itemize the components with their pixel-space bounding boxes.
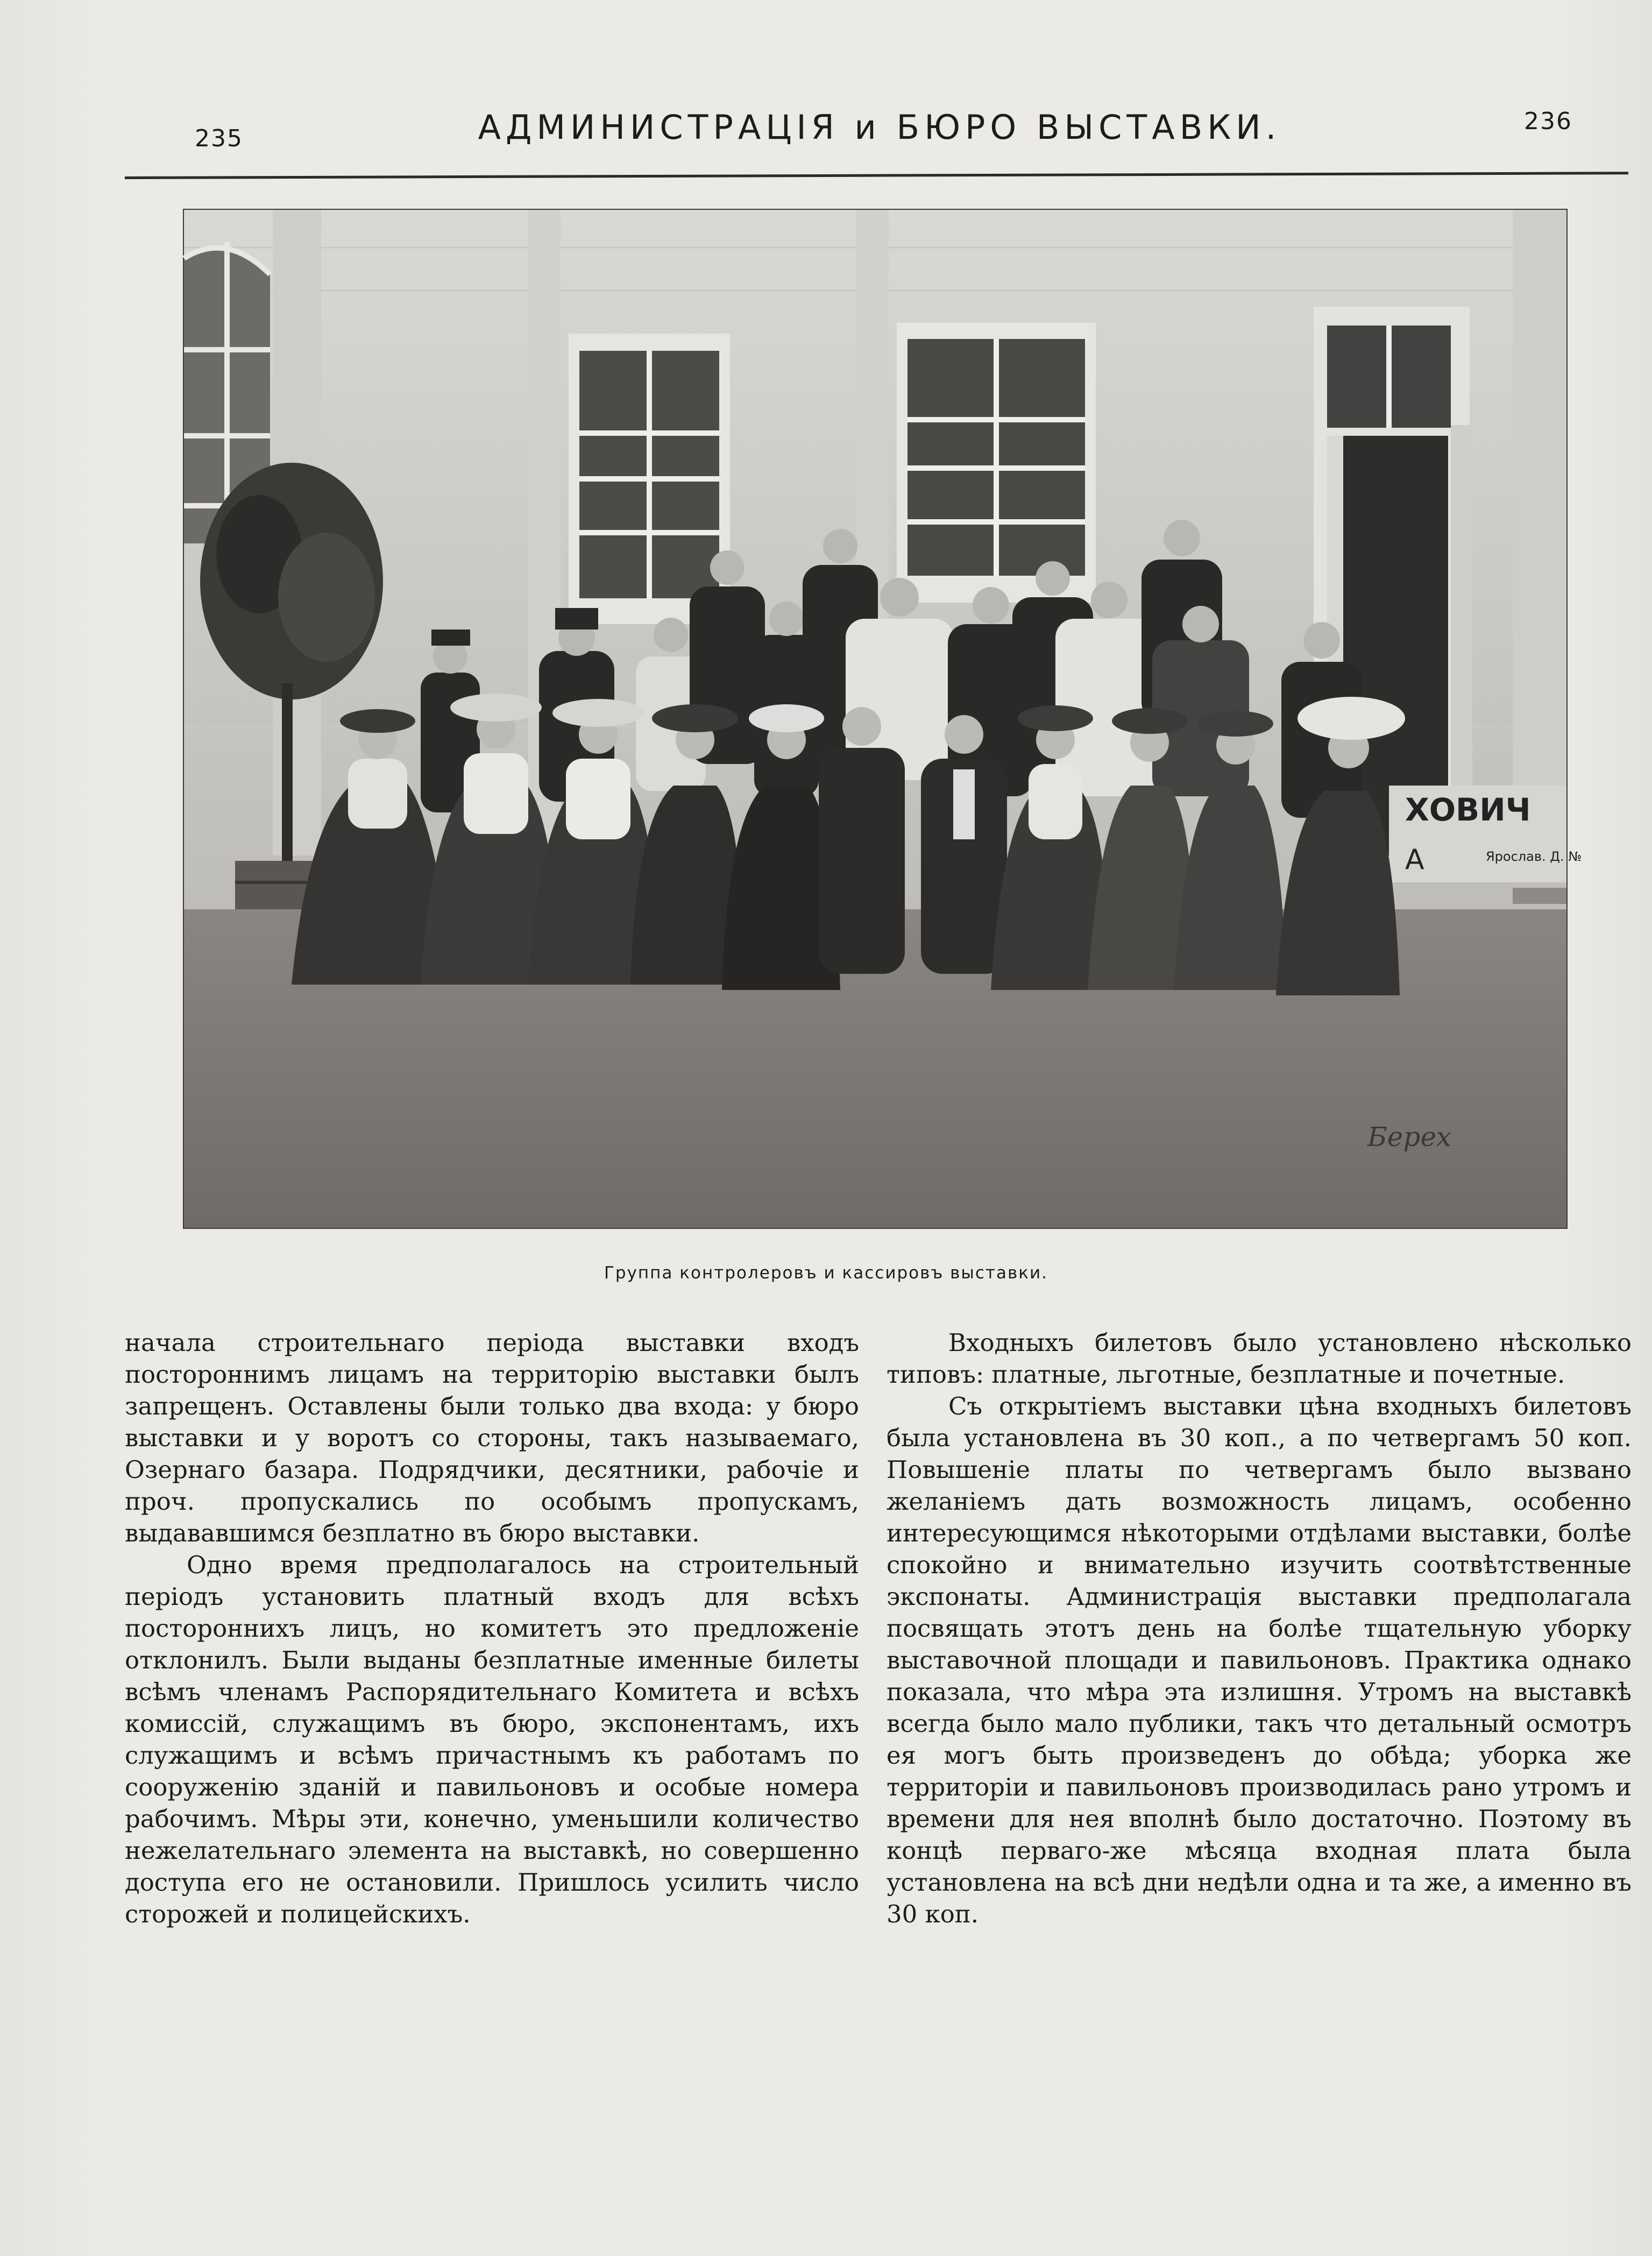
- text-column-left: [125, 1327, 859, 1930]
- group-photograph: [183, 209, 1582, 1229]
- photographer-signature: Берех: [1367, 1121, 1452, 1152]
- page-number-right: 236: [1524, 108, 1572, 135]
- running-title: АДМИНИСТРАЦІЯ и БЮРО ВЫСТАВКИ.: [478, 108, 1281, 147]
- window-1: [569, 334, 730, 624]
- paragraph: Съ открытіемъ выставки цѣна входныхъ билетовъ была установлена въ 30 коп., а по четвергамъ 50 коп. Повышеніе платы по четвергамъ было вызвано желаніемъ дать возможность лицамъ, особенно интересующимся нѣкоторыми отдѣлами выставки, болѣе спокойно и внимательно изучить соотвѣтственные экспонаты. Администрація выставки предполагала посвящать этотъ день на болѣе тщательную уборку выставочной площади и павильоновъ. Практика однако показала, что мѣра эта излишня. Утромъ на выставкѣ всегда было мало публики, такъ что детальный осмотръ ея могъ быть произведенъ до обѣда; уборка же территоріи и павильоновъ производилась рано утромъ и времени для нея вполнѣ было достаточно. Поэтому въ концѣ перваго-же мѣсяца входная плата была установлена на всѣ дни недѣли одна и та же, а именно въ 30 коп.: [887, 1392, 1632, 1928]
- signboard-letter: А: [1405, 844, 1424, 876]
- header-rule: [125, 172, 1628, 179]
- paragraph: Одно время предполагалось на строительный періодъ установить платный входъ для всѣхъ постороннихъ лицъ, но комитетъ это предложеніе отклонилъ. Были выданы безплатные именные билеты всѣмъ членамъ Распорядительнаго Комитета и всѣхъ комиссій, служащимъ въ бюро, экспонентамъ, ихъ служащимъ и всѣмъ причастнымъ къ работамъ по сооруженію зданій и павильоновъ и особые номера рабочимъ. Мѣры эти, конечно, уменьшили количество нежелательнаго элемента на выставкѣ, но совершенно доступа его не остановили. Пришлось усилить число сторожей и полицейскихъ.: [125, 1551, 859, 1928]
- window-2: [897, 323, 1096, 603]
- text-column-right: [887, 1327, 1632, 1930]
- signboard-text: ХОВИЧ: [1405, 791, 1531, 828]
- page-number-left: 235: [195, 125, 243, 152]
- photo-caption: Группа контролеровъ и кассировъ выставки.: [604, 1263, 1048, 1283]
- paragraph: Входныхъ билетовъ было установлено нѣсколько типовъ: платные, льготные, безплатные и почетные.: [887, 1328, 1632, 1389]
- signboard-subtext: Ярослав. Д. №: [1486, 849, 1582, 864]
- paragraph: начала строительнаго періода выставки входъ постороннимъ лицамъ на территорію выставки былъ запрещенъ. Оставлены были только два входа: у бюро выставки и у воротъ со стороны, такъ называемаго, Озернаго базара. Подрядчики, десятники, рабочіе и проч. пропускались по особымъ пропускамъ, выдававшимся безплатно въ бюро выставки.: [125, 1328, 859, 1547]
- signboard: [1389, 786, 1582, 882]
